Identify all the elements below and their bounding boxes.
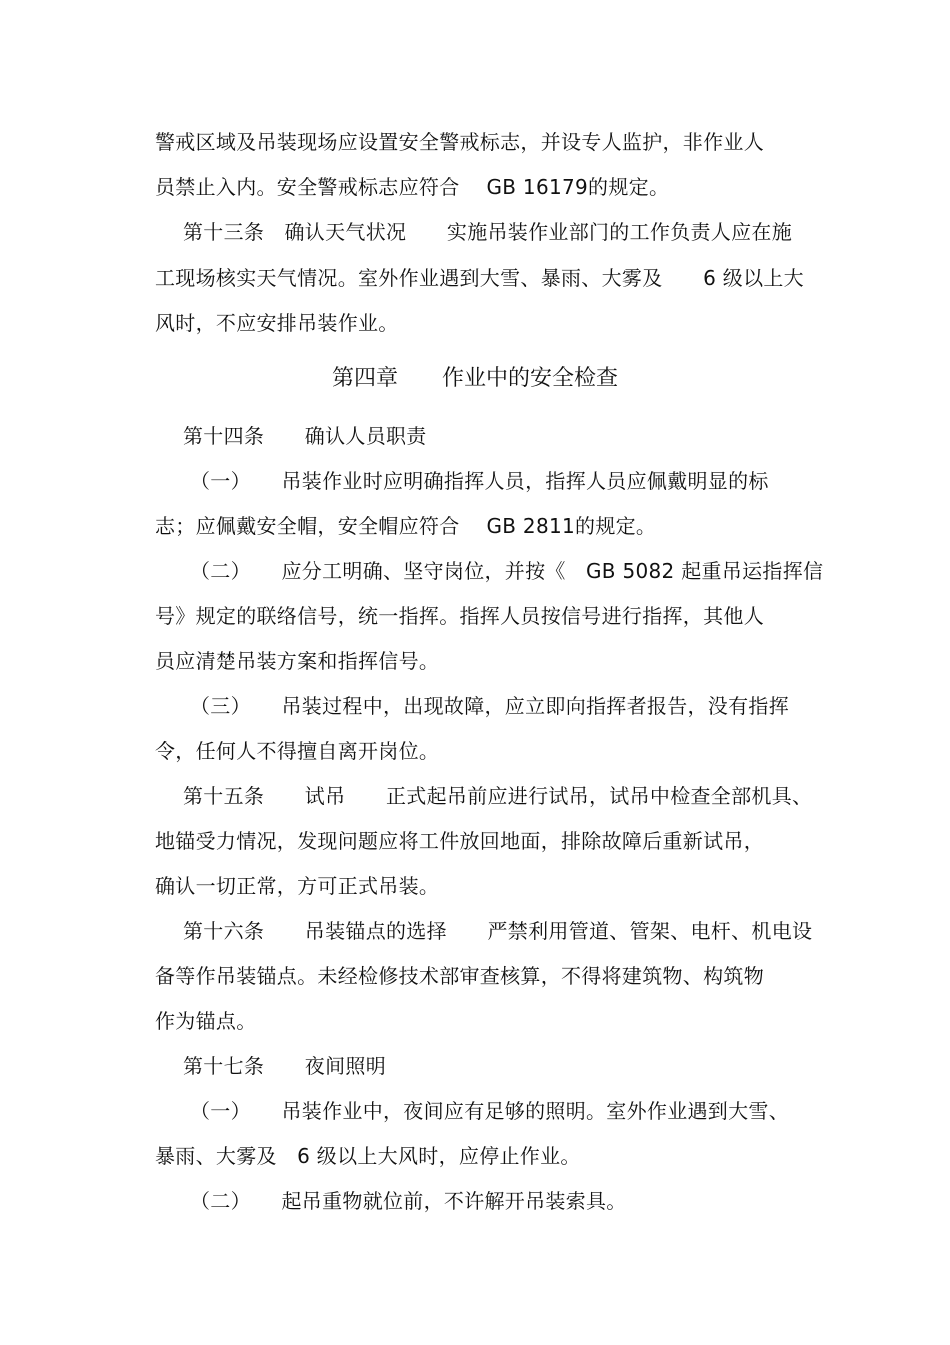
paragraph-line: 地锚受力情况，发现问题应将工件放回地面，排除故障后重新试吊， (155, 829, 764, 853)
paragraph-line: 志；应佩戴安全帽，安全帽应符合 GB 2811的规定。 (155, 514, 657, 538)
paragraph-line: 第十三条 确认天气状况 实施吊装作业部门的工作负责人应在施 (183, 220, 792, 244)
paragraph-line: 号》规定的联络信号，统一指挥。指挥人员按信号进行指挥，其他人 (155, 604, 764, 628)
paragraph-line: 备等作吊装锚点。未经检修技术部审查核算，不得将建筑物、构筑物 (155, 964, 764, 988)
article-heading: 第十七条 夜间照明 (183, 1054, 386, 1078)
paragraph-line: 第十五条 试吊 正式起吊前应进行试吊，试吊中检查全部机具、 (183, 784, 813, 808)
paragraph-line: 作为锚点。 (155, 1009, 257, 1033)
paragraph-line: 警戒区域及吊装现场应设置安全警戒标志，并设专人监护，非作业人 (155, 130, 764, 154)
paragraph-line: （二） 起吊重物就位前，不许解开吊装索具。 (190, 1189, 627, 1213)
paragraph-line: （三） 吊装过程中，出现故障，应立即向指挥者报告，没有指挥 (190, 694, 789, 718)
paragraph-line: 风时，不应安排吊装作业。 (155, 311, 399, 335)
article-heading: 第十四条 确认人员职责 (183, 424, 427, 448)
paragraph-line: 第十六条 吊装锚点的选择 严禁利用管道、管架、电杆、机电设 (183, 919, 813, 943)
chapter-heading: 第四章 作业中的安全检查 (331, 366, 618, 391)
paragraph-line: 暴雨、大雾及 6 级以上大风时，应停止作业。 (155, 1144, 581, 1168)
paragraph-line: （二） 应分工明确、坚守岗位，并按《 GB 5082 起重吊运指挥信 (190, 559, 824, 583)
paragraph-line: 工现场核实天气情况。室外作业遇到大雪、暴雨、大雾及 6 级以上大 (155, 266, 804, 290)
paragraph-line: 令，任何人不得擅自离开岗位。 (155, 739, 440, 763)
paragraph-line: （一） 吊装作业中，夜间应有足够的照明。室外作业遇到大雪、 (190, 1099, 789, 1123)
paragraph-line: （一） 吊装作业时应明确指挥人员，指挥人员应佩戴明显的标 (190, 469, 769, 493)
paragraph-line: 员禁止入内。安全警戒标志应符合 GB 16179的规定。 (155, 175, 670, 199)
paragraph-line: 员应清楚吊装方案和指挥信号。 (155, 649, 440, 673)
paragraph-line: 确认一切正常，方可正式吊装。 (155, 874, 440, 898)
